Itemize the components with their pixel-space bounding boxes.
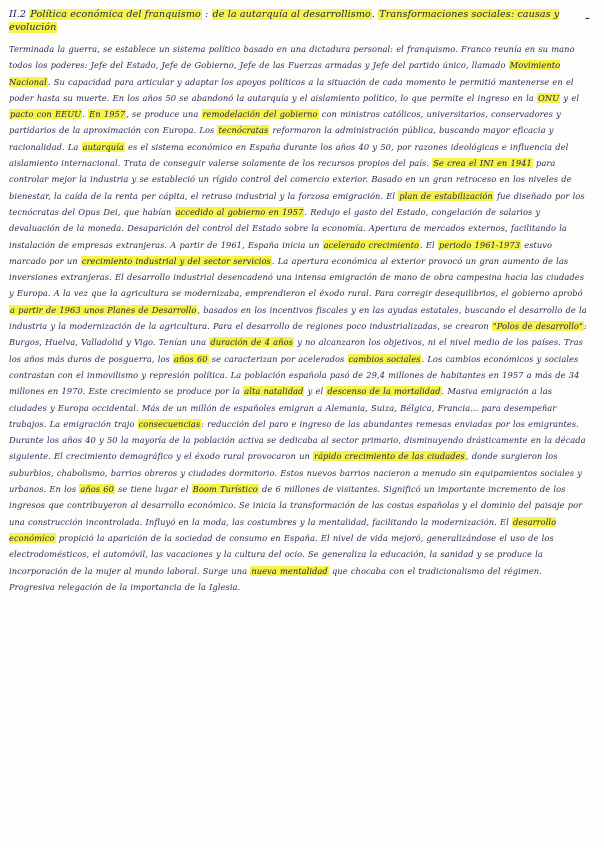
text-run: . xyxy=(82,109,89,120)
text-run: que chocaba con el tradicionalismo del régimen. Progresiva relegación de la importancia de la Iglesia. xyxy=(9,565,542,592)
highlighted-text: rápido crecimiento de las ciudades xyxy=(314,451,465,462)
text-run: se caracterizan por acelerados xyxy=(208,353,348,364)
highlighted-text: autarquía xyxy=(82,141,124,152)
handwritten-body xyxy=(9,41,587,595)
text-run: , basados en los incentivos fiscales y en las ayudas estatales, buscando el desarrollo de la industria y la modernización de la agricultura. Para el desarrollo de regiones poco industrializadas, se crearon xyxy=(9,304,587,332)
text-run: , se produce una xyxy=(126,109,202,120)
text-run: propició la aparición de la sociedad de consumo en España. El nivel de vida mejoró, generalizándose el uso de los electrodomésticos, el automóvil, las vacaciones y la cultura del ocio. Se generaliza la educación, la sanidad y se produce la incorporación de la mujer al mundo laboral. Surge una xyxy=(9,532,554,576)
text-run: Terminada la guerra, se establece un sistema político basado en una dictadura personal: el franquismo. Franco reunía en su mano todos los poderes: Jefe del Estado, Jefe de Gobierno, Jefe de las Fuerzas armadas y Jefe del partido único, llamado xyxy=(9,44,575,71)
text-run: : reducción del paro e ingreso de las abundantes remesas enviadas por los emigrantes. Durante los años 40 y 50 la mayoría de la población activa se dedicaba al sector primario, disminuyendo drásticamente en la década siguiente. El crecimiento demográfico y el éxodo rural provocaron un xyxy=(9,418,586,462)
highlighted-text: Boom Turístico xyxy=(192,484,258,495)
highlighted-text: Se crea el INI en 1941 xyxy=(433,158,532,169)
highlighted-text: tecnócratas xyxy=(218,125,269,136)
highlighted-text: plan de estabilización xyxy=(399,190,493,201)
highlighted-text: Movimiento Nacional xyxy=(9,60,561,87)
highlighted-text: a partir de 1963 unos Planes de Desarrollo xyxy=(10,304,197,315)
highlighted-text: de la autarquía al desarrollismo xyxy=(212,9,371,20)
text-run: II.2 xyxy=(9,9,30,20)
text-run: es el sistema económico en España durante los años 40 y 50, por razones ideológicas e influencia del aislamiento internacional. Trata de conseguir valerse solamente de los recursos propios del país. xyxy=(9,141,569,169)
highlighted-text: nueva mentalidad xyxy=(251,565,328,576)
text-run: , donde surgieron los suburbios, chabolismo, barrios obreros y ciudades dormitorio. Estos nuevos barrios nacieron a menudo sin equipamientos sociales y urbanos. En los xyxy=(9,451,582,495)
highlighted-text: acelerado crecimiento xyxy=(323,239,419,250)
highlighted-text: pacto con EEUU xyxy=(10,109,82,120)
corner-mark: - xyxy=(585,10,590,26)
text-run: y no alcanzaron los objetivos, ni el nivel medio de los países. Tras los años más duros de posguerra, los xyxy=(9,337,583,364)
highlighted-text: remodelación del gobierno xyxy=(202,109,318,120)
highlighted-text: duración de 4 años xyxy=(210,337,293,348)
highlighted-text: En 1957 xyxy=(89,109,126,120)
highlighted-text: desarrollo económico xyxy=(9,516,557,543)
text-run: : Burgos, Huelva, Valladolid y Vigo. Tenían una xyxy=(9,321,587,348)
body-paragraph xyxy=(9,41,587,595)
text-run: : xyxy=(201,9,212,20)
highlighted-text: años 60 xyxy=(173,353,208,364)
highlighted-text: Política económica del franquismo xyxy=(30,9,201,20)
highlighted-text: consecuencias xyxy=(138,418,201,429)
text-run: . La apertura económica al exterior provocó un gran aumento de las inversiones extranjeras. El desarrollo industrial desencadenó una intensa emigración de mano de obra campesina hacia las ciudades y Europa. A la vez que la agricultura se modernizaba, emprendieron el éxodo rural. Para corregir desequilibrios, el gobierno aprobó xyxy=(9,255,584,299)
text-run: . El xyxy=(420,239,438,250)
text-run: y el xyxy=(560,92,580,103)
highlighted-text: descenso de la mortalidad xyxy=(327,386,441,397)
text-run: fue diseñado por los tecnócratas del Opus Dei, que habían xyxy=(9,190,585,217)
text-run: se tiene lugar el xyxy=(114,484,192,495)
highlighted-text: "Polos de desarrollo" xyxy=(492,321,583,332)
text-run: . Masiva emigración a las ciudades y Europa occidental. Más de un millón de españoles emigran a Alemania, Suiza, Bélgica, Francia... para desempeñar trabajos. La emigración trajo xyxy=(9,386,557,429)
text-run: . xyxy=(371,9,379,20)
highlighted-text: periodo 1961-1973 xyxy=(438,239,521,250)
highlighted-text: años 60 xyxy=(80,484,114,495)
page-title xyxy=(9,8,584,34)
highlighted-text: Transformaciones sociales: causas y evolución xyxy=(9,9,560,33)
text-run: para controlar mejor la industria y se estableció un rígido control del comercio exterior. Basado en un gran retroceso en los niveles de bienestar, la caída de la renta per cápita, el retraso industrial y la forzosa emigración. El xyxy=(9,158,572,201)
text-run: y el xyxy=(304,386,327,397)
highlighted-text: crecimiento industrial y del sector servicios xyxy=(81,255,271,266)
text-run: . Los cambios económicos y sociales contrastan con el inmovilismo y represión política. La población española pasó de 29,4 millones de habitantes en 1957 a más de 34 millones en 1970. Este crecimiento se produce por la xyxy=(9,353,580,397)
highlighted-text: alta natalidad xyxy=(244,386,304,397)
text-run: reformaron la administración pública, buscando mayor eficacia y racionalidad. La xyxy=(9,125,554,152)
text-run: estuvo marcado por un xyxy=(9,239,553,266)
highlighted-text: cambios sociales xyxy=(348,353,421,364)
text-run: con ministros católicos, universitarios, conservadores y partidarios de la aproximación con Europa. Los xyxy=(9,109,561,136)
highlighted-text: accedido al gobierno en 1957 xyxy=(175,206,304,217)
text-run: . Su capacidad para articular y adaptar los apoyos políticos a la situación de cada momento le permitió mantenerse en el poder hasta su muerte. En los años 50 se abandonó la autarquía y el aislamiento político, lo que permite el ingreso en la xyxy=(9,76,574,103)
highlighted-text: ONU xyxy=(538,92,560,103)
text-run: . Redujo el gasto del Estado, congelación de salarios y devaluación de la moneda. Desaparición del control del Estado sobre la economía. Apertura de mercados externos, facilitando la instalación de empresas extranjeras. A partir de 1961, España inicia un xyxy=(9,206,567,250)
text-run: de 6 millones de visitantes. Significó un importante incremento de los ingresos que contribuyeron al desarrollo económico. Se inicia la transformación de las costas españolas y el dominio del paisaje por una construcción incontrolada. Influyó en la moda, las costumbres y la mentalidad, facilitando la modernización. El xyxy=(9,484,583,527)
